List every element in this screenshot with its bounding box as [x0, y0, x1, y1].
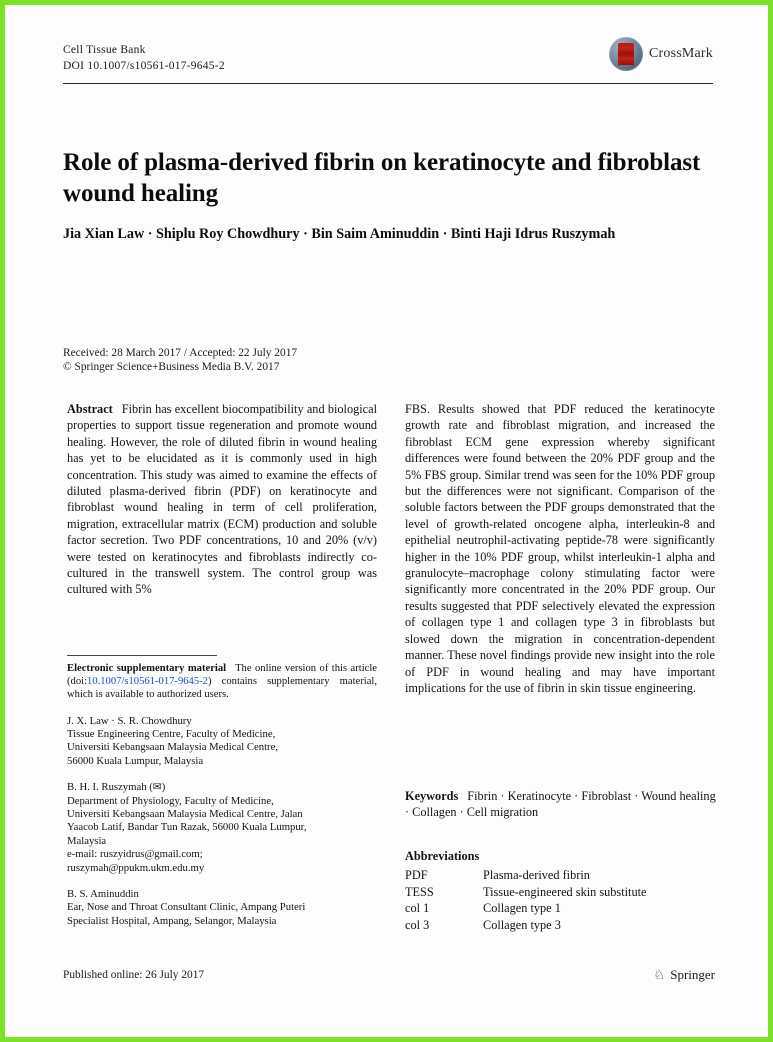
esm-text-before: The online version of this article (doi:: [67, 663, 377, 688]
esm-text-after: ) contains supplementary material, which is available to authorized users.: [67, 676, 377, 701]
abstract-column-right: [405, 401, 715, 696]
article-title: Role of plasma-derived fibrin on keratinocyte and fibroblast wound healing: [63, 149, 701, 207]
affiliation-authors: B. S. Aminuddin: [67, 888, 139, 901]
abbreviation-row: [405, 867, 717, 884]
article-dates: [63, 347, 463, 375]
crossmark-label: CrossMark: [648, 46, 713, 61]
abbreviation-row: [405, 917, 717, 934]
affiliation-line: Department of Physiology, Faculty of Medicine,: [67, 794, 274, 807]
affiliation-authors-corresponding: B. H. I. Ruszymah (✉): [67, 781, 166, 794]
keywords-text: Fibrin · Keratinocyte · Fibroblast · Wound healing · Collagen · Cell migration: [405, 789, 716, 820]
affiliation-email-secondary[interactable]: ruszymah@ppukm.ukm.edu.my: [67, 861, 205, 874]
affiliation-line: 56000 Kuala Lumpur, Malaysia: [67, 754, 204, 767]
abstract-label: Abstract: [67, 402, 113, 416]
page-footer: [63, 967, 715, 983]
footnote-block: [67, 655, 377, 928]
header-divider: [63, 83, 713, 84]
springer-knight-icon: ♘: [653, 967, 666, 982]
affiliation-authors: J. X. Law · S. R. Chowdhury: [67, 714, 192, 727]
affiliation-block: [67, 781, 377, 875]
abstract-text-left: Fibrin has excellent biocompatibility and biological properties to support tissue regeneration and promote wound healing. However, the role of diluted fibrin in wound healing has yet to be elucidated as it is commonly used in high concentration. This study was aimed to examine the effects of diluted plasma-derived fibrin (PDF) on keratinocyte and fibroblast wound healing in term of cell proliferation, migration, extracellular matrix (ECM) production and soluble factor secretion. Two PDF concentrations, 10 and 20% (v/v) were tested on keratinocytes and fibroblasts indirectly co-cultured in the transwell system. The control group was cultured with 5%: [67, 402, 377, 597]
electronic-supplementary-material: [67, 662, 377, 702]
affiliation-line: Specialist Hospital, Ampang, Selangor, Malaysia: [67, 914, 277, 927]
article-sheet: [5, 5, 768, 1037]
springer-logo: [652, 967, 715, 983]
crossmark-badge-icon: [609, 37, 643, 71]
affiliation-line: Universiti Kebangsaan Malaysia Medical Centre,: [67, 741, 279, 754]
abstract-paragraph-left: [67, 401, 377, 598]
affiliation-email-primary[interactable]: e-mail: ruszyidrus@gmail.com;: [67, 848, 203, 861]
crossmark-logo[interactable]: [609, 37, 713, 71]
abbreviation-row: [405, 900, 717, 917]
springer-label: Springer: [670, 967, 715, 982]
affiliation-line: Malaysia: [67, 834, 107, 847]
crossmark-book-icon: [618, 43, 634, 65]
abstract-text-right: FBS. Results showed that PDF reduced the keratinocyte growth rate and fibroblast migration, and increased the fibroblast ECM gene expression whereby significant differences were found between the 20% PDF group and the 5% FBS group. Similar trend was seen for the 10% PDF group but the differences were not significant. Comparison of the soluble factors between the PDF groups demonstrated that the level of growth-related oncogene alpha, interleukin-8 and epithelial neutrophil-activating peptide-78 were significantly higher in the 10% PDF group, whilst interleukin-1 alpha and granulocyte–macrophage colony stimulating factor were significantly more concentrated in the 20% PDF group. Our results suggested that PDF selectively elevated the expression of collagen type 1 and collagen type 3 in fibroblasts but slowed down the migration in concentration-dependent manner. These novel findings provide new insight into the role of PDF in wound healing and may have important implications for the use of fibrin in skin tissue engineering.: [405, 402, 715, 695]
abbreviation-row: [405, 884, 717, 901]
affiliation-line: Ear, Nose and Throat Consultant Clinic, Ampang Puteri: [67, 901, 306, 914]
abbreviation-key: TESS: [405, 884, 434, 899]
journal-info: [63, 43, 225, 74]
abbreviation-key: col 1: [405, 901, 430, 916]
affiliation-block: [67, 888, 377, 928]
abbreviations-title: Abbreviations: [405, 849, 480, 863]
journal-doi: DOI 10.1007/s10561-017-9645-2: [63, 59, 225, 72]
abbreviation-key: col 3: [405, 918, 430, 933]
page-header: [63, 43, 713, 84]
copyright-line: © Springer Science+Business Media B.V. 2017: [63, 360, 280, 373]
abbreviations-block: [405, 848, 717, 934]
journal-name: Cell Tissue Bank: [63, 44, 146, 56]
abstract-column-left: [67, 401, 377, 598]
esm-doi-link[interactable]: 10.1007/s10561-017-9645-2: [87, 676, 208, 688]
abbreviation-key: PDF: [405, 867, 428, 882]
footnote-divider: [67, 655, 217, 656]
keywords-label: Keywords: [405, 789, 459, 803]
abbreviation-value: Collagen type 3: [483, 918, 561, 933]
affiliation-line: Tissue Engineering Centre, Faculty of Medicine,: [67, 728, 276, 741]
esm-label: Electronic supplementary material: [67, 663, 227, 674]
published-online-date: Published online: 26 July 2017: [63, 969, 205, 981]
received-accepted: Received: 28 March 2017 / Accepted: 22 July 2017: [63, 347, 298, 359]
affiliation-block: [67, 715, 377, 769]
abbreviation-value: Plasma-derived fibrin: [483, 867, 590, 882]
author-list: Jia Xian Law · Shiplu Roy Chowdhury · Bin Saim Aminuddin · Binti Haji Idrus Ruszymah: [63, 226, 616, 242]
abbreviation-value: Collagen type 1: [483, 901, 561, 916]
abbreviation-value: Tissue-engineered skin substitute: [483, 884, 647, 899]
keywords-block: [405, 788, 717, 821]
affiliation-line: Universiti Kebangsaan Malaysia Medical Centre, Jalan: [67, 808, 303, 821]
affiliation-line: Yaacob Latif, Bandar Tun Razak, 56000 Kuala Lumpur,: [67, 821, 307, 834]
